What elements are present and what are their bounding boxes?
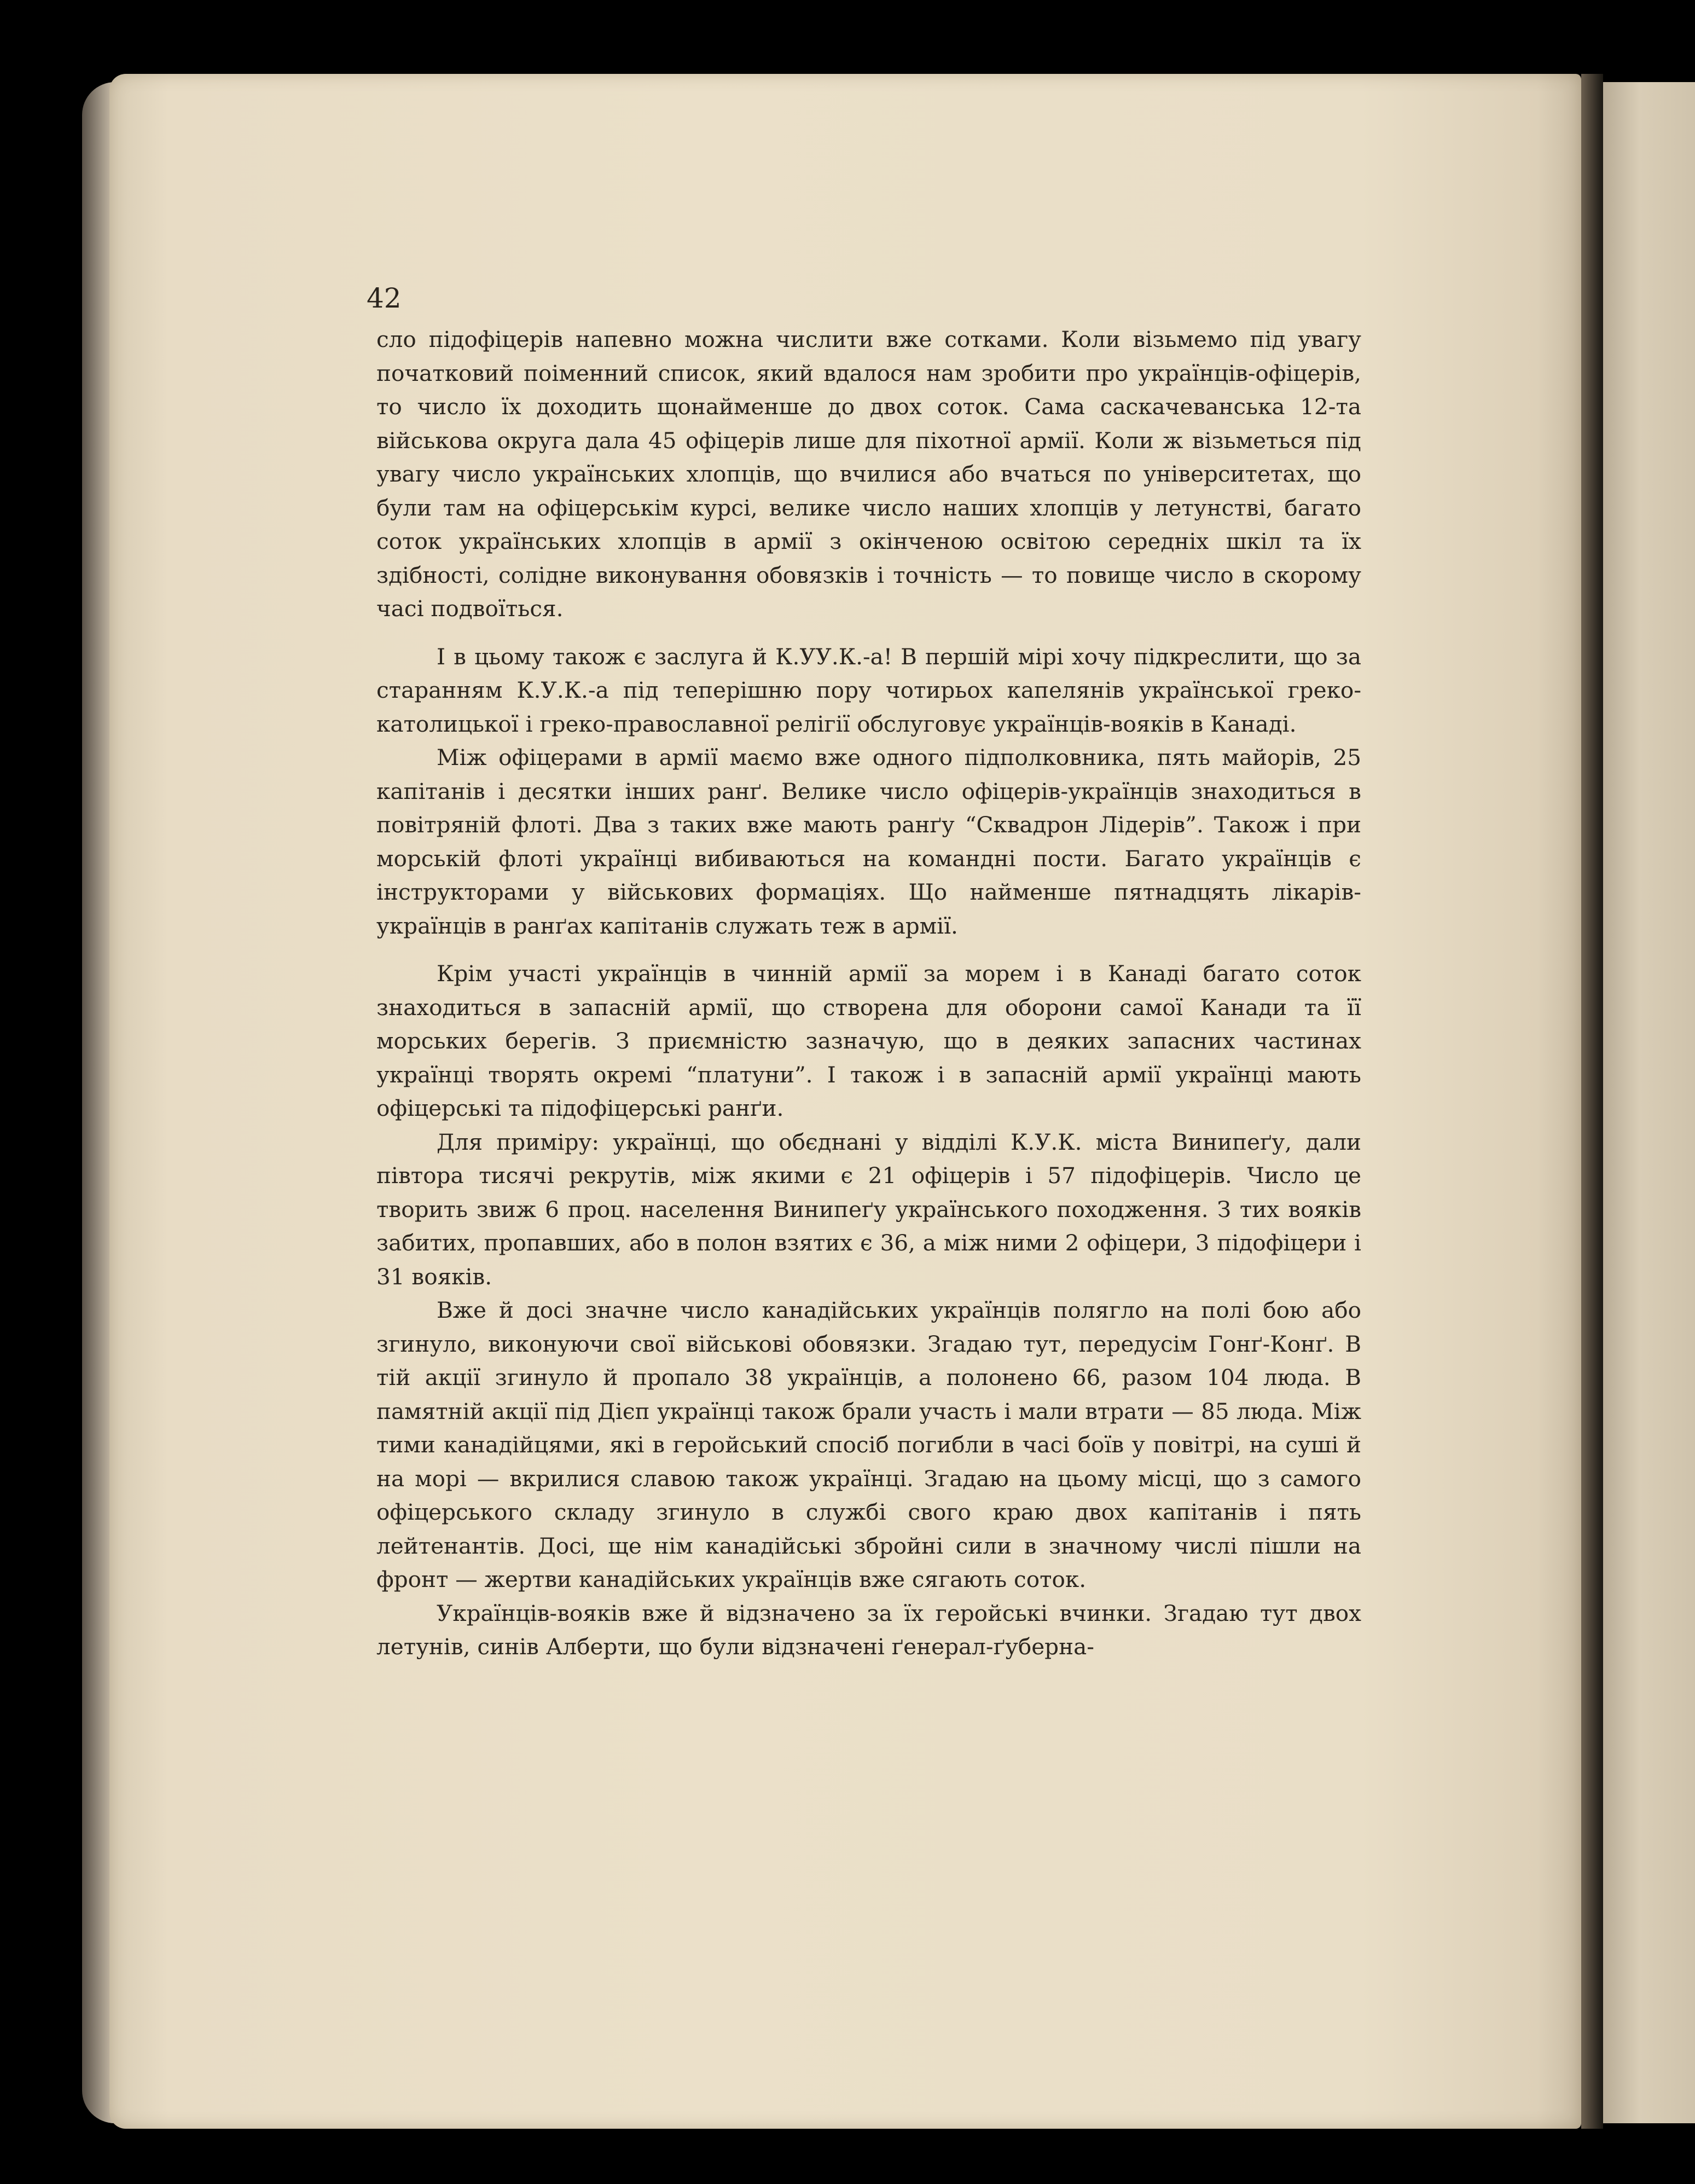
paragraph: сло підофіцерів напевно можна числити вже сотками. Коли візьмемо під увагу початковий поіменний список, який вдалося нам зробити про українців-офіцерів, то число їх доходить щонайменше до двох соток. Сама саскачеванська 12-та військова округа дала 45 офіцерів лише для піхотної армії. Коли ж візьметься під увагу число українських хлопців, що вчилися або вчаться по університетах, що були там на офіцерськім курсі, велике число наших хлопців у летунстві, багато соток українських хлопців в армії з окінченою освітою середніх шкіл та їх здібності, солідне виконування обовязків і точність — то повище число в скорому часі подвоїться. — [376, 326, 1361, 622]
paragraph: Для приміру: українці, що обєднані у відділі К.У.К. міста Винипеґу, дали півтора тисячі рекрутів, між якими є 21 офіцерів і 57 підофіцерів. Число це творить звиж 6 проц. населення Винипеґу українського походження. З тих вояків забитих, пропавших, або в полон взятих є 36, а між ними 2 офіцери, 3 підофіцери і 31 вояків. — [376, 1128, 1361, 1290]
page-number: 42 — [367, 282, 402, 314]
paragraph: І в цьому також є заслуга й К.УУ.К.-а! В першій мірі хочу підкреслити, що за старанням К.У.К.-а під теперішню пору чотирьох капелянів української греко-католицької і греко-православної релігії обслуговує українців-вояків в Канаді. — [376, 643, 1361, 737]
next-page-edge — [1603, 82, 1695, 2123]
paragraph: Вже й досі значне число канадійських українців полягло на полі бою або згинуло, виконуючи свої військові обовязки. Згадаю тут, передусім Гонґ-Конґ. В тій акції згинуло й пропало 38 українців, а полонено 66, разом 104 люда. В памятній акції під Дієп українці також брали участь і мали втрати — 85 люда. Між тими канадійцями, які в геройський спосіб погибли в часі боїв у повітрі, на суші й на морі — вкрилися славою також українці. Згадаю на цьому місці, що з самого офіцерського складу згинуло в службі свого краю двох капітанів і пять лейтенантів. Досі, ще нім канадійські збройні сили в значному числі пішли на фронт — жертви канадійських українців вже сягають соток. — [376, 1297, 1361, 1592]
paragraph: Крім участі українців в чинній армії за морем і в Канаді багато соток знаходиться в запасній армії, що створена для оборони самої Канади та її морських берегів. З приємністю зазначую, що в деяких запасних частинах українці творять окремі “платуни”. І також і в запасній армії українці мають офіцерські та підофіцерські ранґи. — [376, 960, 1361, 1121]
paragraph: Українців-вояків вже й відзначено за їх геройські вчинки. Згадаю тут двох летунів, синів Алберти, що були відзначені ґенерал-ґуберна- — [376, 1600, 1361, 1660]
page-text — [376, 323, 1361, 1664]
book-gutter — [1581, 74, 1603, 2129]
paragraph: Між офіцерами в армії маємо вже одного підполковника, пять майорів, 25 капітанів і десятки інших ранґ. Велике число офіцерів-українців знаходиться в повітряній флоті. Два з таких вже мають ранґу “Сквадрон Лідерів”. Також і при морській флоті українці вибиваються на командні пости. Багато українців є інструкторами у військових формаціях. Що найменше пятнадцять лікарів-українців в ранґах капітанів служать теж в армії. — [376, 744, 1361, 939]
